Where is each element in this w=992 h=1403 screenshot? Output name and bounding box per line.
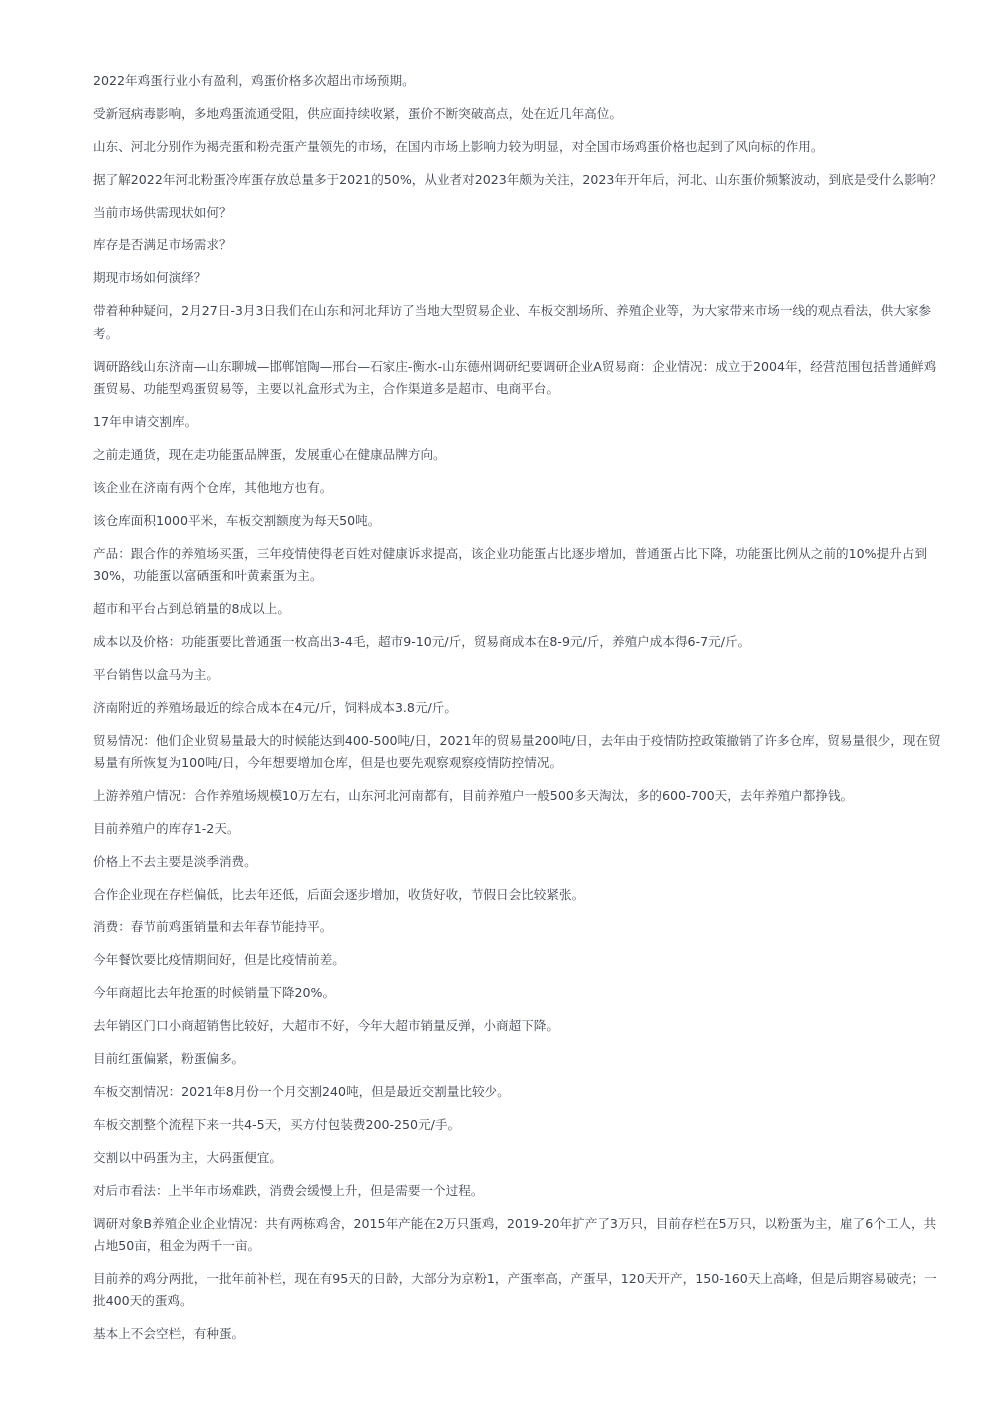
paragraph: 贸易情况：他们企业贸易量最大的时候能达到400-500吨/日，2021年的贸易量200吨/日，去年由于疫情防控政策撤销了许多仓库，贸易量很少，现在贸易量有所恢复为100吨/日，今年想要增加仓库，但是也要先观察观察疫情防控情况。 <box>93 732 941 771</box>
paragraph: 当前市场供需现状如何？ <box>93 204 232 220</box>
paragraph: 超市和平台占到总销量的8成以上。 <box>93 600 290 616</box>
paragraph: 据了解2022年河北粉蛋冷库蛋存放总量多于2021的50%，从业者对2023年颇为关注，2023年开年后，河北、山东蛋价频繁波动，到底是受什么影响？ <box>93 171 942 187</box>
paragraph: 目前养的鸡分两批，一批年前补栏，现在有95天的日龄，大部分为京粉1，产蛋率高，产蛋早，120天开产，150-160天上高峰，但是后期容易破壳；一批400天的蛋鸡。 <box>93 1270 937 1309</box>
paragraph: 该企业在济南有两个仓库，其他地方也有。 <box>93 479 333 495</box>
paragraph: 合作企业现在存栏偏低，比去年还低，后面会逐步增加，收货好收，节假日会比较紧张。 <box>93 886 585 902</box>
paragraph: 去年销区门口小商超销售比较好，大超市不好，今年大超市销量反弹，小商超下降。 <box>93 1018 559 1034</box>
paragraph: 之前走通货，现在走功能蛋品牌蛋，发展重心在健康品牌方向。 <box>93 446 446 462</box>
article-body <box>93 70 943 1356</box>
paragraph: 调研对象B养殖企业企业情况：共有两栋鸡舍，2015年产能在2万只蛋鸡，2019-20年扩产了3万只，目前存栏在5万只，以粉蛋为主，雇了6个工人，共占地50亩，租金为两千一亩。 <box>93 1215 937 1253</box>
paragraph: 目前红蛋偏紧，粉蛋偏多。 <box>93 1051 245 1067</box>
paragraph: 交割以中码蛋为主，大码蛋便宜。 <box>93 1149 282 1165</box>
paragraph: 该仓库面积1000平米，车板交割额度为每天50吨。 <box>93 512 381 528</box>
paragraph: 2022年鸡蛋行业小有盈利，鸡蛋价格多次超出市场预期。 <box>93 73 415 88</box>
paragraph: 车板交割整个流程下来一共4-5天，买方付包装费200-250元/手。 <box>93 1116 461 1132</box>
paragraph: 山东、河北分别作为褐壳蛋和粉壳蛋产量领先的市场，在国内市场上影响力较为明显，对全国市场鸡蛋价格也起到了风向标的作用。 <box>93 138 824 154</box>
paragraph: 受新冠病毒影响，多地鸡蛋流通受阻，供应面持续收紧，蛋价不断突破高点，处在近几年高位。 <box>93 105 622 121</box>
paragraph: 消费：春节前鸡蛋销量和去年春节能持平。 <box>93 919 333 935</box>
paragraph: 车板交割情况：2021年8月份一个月交割240吨，但是最近交割量比较少。 <box>93 1083 510 1099</box>
paragraph: 目前养殖户的库存1-2天。 <box>93 820 240 836</box>
paragraph: 今年餐饮要比疫情期间好，但是比疫情前差。 <box>93 952 345 968</box>
paragraph: 平台销售以盒马为主。 <box>93 666 219 682</box>
paragraph: 17年申请交割库。 <box>93 414 198 430</box>
paragraph: 今年商超比去年抢蛋的时候销量下降20%。 <box>93 985 336 1001</box>
paragraph: 成本以及价格：功能蛋要比普通蛋一枚高出3-4毛，超市9-10元/斤，贸易商成本在8-9元/斤，养殖户成本得6-7元/斤。 <box>93 633 751 649</box>
paragraph: 期现市场如何演绎？ <box>93 270 207 286</box>
paragraph: 济南附近的养殖场最近的综合成本在4元/斤，饲料成本3.8元/斤。 <box>93 699 457 715</box>
paragraph: 产品：跟合作的养殖场买蛋，三年疫情使得老百姓对健康诉求提高，该企业功能蛋占比逐步增加，普通蛋占比下降，功能蛋比例从之前的10%提升占到30%，功能蛋以富硒蛋和叶黄素蛋为主。 <box>93 545 927 584</box>
paragraph: 库存是否满足市场需求？ <box>93 237 232 253</box>
paragraph: 对后市看法：上半年市场难跌，消费会缓慢上升，但是需要一个过程。 <box>93 1182 484 1198</box>
paragraph: 价格上不去主要是淡季消费。 <box>93 853 257 869</box>
paragraph: 上游养殖户情况：合作养殖场规模10万左右，山东河北河南都有，目前养殖户一般500多天淘汰，多的600-700天，去年养殖户都挣钱。 <box>93 787 854 803</box>
paragraph: 带着种种疑问，2月27日-3月3日我们在山东和河北拜访了当地大型贸易企业、车板交割场所、养殖企业等，为大家带来市场一线的观点看法，供大家参考。 <box>93 303 932 341</box>
paragraph: 调研路线山东济南—山东聊城—邯郸馆陶—邢台—石家庄-衡水-山东德州调研纪要调研企业A贸易商：企业情况：成立于2004年，经营范围包括普通鲜鸡蛋贸易、功能型鸡蛋贸易等，主要以礼盒形式为主，合作渠道多是超市、电商平台。 <box>93 358 937 397</box>
paragraph: 基本上不会空栏，有种蛋。 <box>93 1326 245 1342</box>
